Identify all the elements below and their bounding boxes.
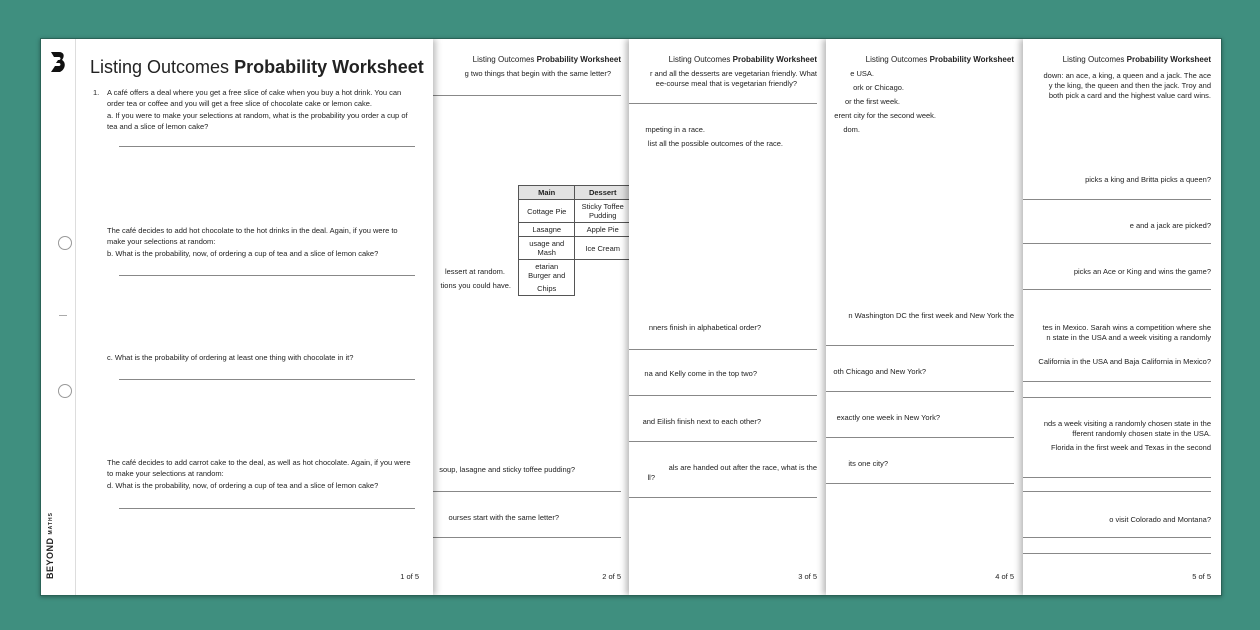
question-text: picks an Ace or King and wins the game?	[1073, 267, 1211, 276]
text-line: e USA.	[850, 69, 874, 78]
table-row	[519, 237, 631, 260]
text-line: ork or Chicago.	[853, 83, 904, 92]
page-number: 4 of 5	[995, 572, 1014, 581]
text-line: fferent randomly chosen state in the USA.	[1072, 429, 1211, 438]
text-line: n state in the USA and a week visiting a randomly	[1046, 333, 1211, 342]
text-line: y the king, the queen and then the jack. Troy and	[1048, 81, 1211, 90]
table-cell: usage and Mash	[519, 237, 575, 260]
table-cell: Sticky Toffee Pudding	[575, 200, 631, 223]
question-text: o visit Colorado and Montana?	[1109, 515, 1211, 524]
table-cell	[575, 260, 631, 283]
question-intro: The café decides to add hot chocolate to the hot drinks in the deal. Again, if you were to make your selections at random:	[107, 226, 398, 246]
question-text: g two things that begin with the same letter?	[464, 69, 611, 78]
text-line: ee-course meal that is vegetarian friendly?	[655, 79, 797, 88]
question-text: picks a king and Britta picks a queen?	[1085, 175, 1211, 184]
table-row	[519, 200, 631, 223]
answer-line	[433, 537, 621, 538]
question-c: c. What is the probability of ordering at least one thing with chocolate in it?	[107, 353, 354, 362]
answer-line	[629, 497, 817, 498]
text-line: erent city for the second week.	[834, 111, 936, 120]
table-header: Main	[519, 186, 575, 200]
question-d: d. What is the probability, now, of ordering a cup of tea and a slice of lemon cake?	[107, 481, 379, 490]
question-text: na and Kelly come in the top two?	[644, 369, 757, 378]
question-text: e and a jack are picked?	[1129, 221, 1211, 230]
text-line: tes in Mexico. Sarah wins a competition where she	[1042, 323, 1211, 332]
table-cell	[575, 282, 631, 296]
brand-label: BEYONDMATHS	[45, 512, 55, 579]
table-cell: Cottage Pie	[519, 200, 575, 223]
beyond-logo-icon	[49, 51, 67, 73]
question-intro: The café decides to add carrot cake to the deal, as well as hot chocolate. Again, if you were to make your selections at random:	[107, 458, 411, 478]
text-line: r and all the desserts are vegetarian friendly. What	[649, 69, 817, 78]
answer-line	[826, 391, 1014, 392]
page-header: Listing Outcomes Probability Worksheet	[668, 55, 817, 64]
text-line: or the first week.	[844, 97, 900, 106]
answer-line	[1023, 397, 1211, 398]
question-text: Florida in the first week and Texas in the second	[1051, 443, 1211, 452]
answer-line	[119, 379, 415, 380]
text-line: mpeting in a race.	[645, 125, 705, 134]
page-header: Listing Outcomes Probability Worksheet	[865, 55, 1014, 64]
page-header: Listing Outcomes Probability Worksheet	[472, 55, 621, 64]
page-number: 3 of 5	[798, 572, 817, 581]
answer-line	[1023, 553, 1211, 554]
menu-table	[518, 185, 631, 296]
text-line: nds a week visiting a randomly chosen state in the	[1043, 419, 1211, 428]
page-number: 2 of 5	[602, 572, 621, 581]
answer-line	[433, 491, 621, 492]
page-4	[826, 39, 1024, 595]
answer-line	[826, 345, 1014, 346]
table-row	[519, 282, 631, 296]
question-text: and Eilish finish next to each other?	[642, 417, 761, 426]
answer-line	[1023, 199, 1211, 200]
answer-line	[119, 275, 415, 276]
page-header: Listing Outcomes Probability Worksheet	[1062, 55, 1211, 64]
text-line: dom.	[843, 125, 860, 134]
answer-line	[826, 437, 1014, 438]
question-text: als are handed out after the race, what is the	[668, 463, 817, 472]
question-text: oth Chicago and New York?	[833, 367, 926, 376]
text-line: list all the possible outcomes of the race.	[647, 139, 783, 148]
question-number: 1.	[93, 88, 100, 97]
table-row	[519, 223, 631, 237]
page-title: Listing Outcomes Probability Worksheet	[90, 57, 424, 77]
text-line: tions you could have.	[440, 281, 511, 290]
table-cell: etarian Burger and	[519, 260, 575, 283]
question-text: nners finish in alphabetical order?	[648, 323, 761, 332]
question-text: ll?	[647, 473, 655, 482]
question-text: its one city?	[848, 459, 888, 468]
question-text: soup, lasagne and sticky toffee pudding?	[439, 465, 575, 474]
answer-line	[1023, 243, 1211, 244]
question-text: exactly one week in New York?	[836, 413, 940, 422]
answer-line	[629, 441, 817, 442]
table-cell: Chips	[519, 282, 575, 296]
question-text: n Washington DC the first week and New York the	[848, 311, 1014, 320]
table-cell: Apple Pie	[575, 223, 631, 237]
text-line: down: an ace, a king, a queen and a jack. The ace	[1043, 71, 1211, 80]
answer-line	[1023, 537, 1211, 538]
answer-line	[629, 395, 817, 396]
answer-line	[119, 508, 415, 509]
worksheet-preview	[40, 38, 1222, 596]
answer-line	[1023, 289, 1211, 290]
answer-line	[629, 349, 817, 350]
question-text: California in the USA and Baja California in Mexico?	[1038, 357, 1211, 366]
sidebar	[41, 39, 76, 595]
punch-hole	[58, 236, 72, 250]
table-header: Dessert	[575, 186, 631, 200]
punch-hole	[58, 384, 72, 398]
answer-line	[1023, 381, 1211, 382]
answer-line	[629, 103, 817, 104]
answer-line	[1023, 477, 1211, 478]
table-row	[519, 260, 631, 283]
table-cell: Ice Cream	[575, 237, 631, 260]
text-line: both pick a card and the highest value card wins.	[1048, 91, 1211, 100]
page-2	[433, 39, 631, 595]
question-a: a. If you were to make your selections at random, what is the probability you order a cup of tea and a slice of lemon cake?	[107, 111, 408, 131]
fold-mark	[59, 315, 67, 316]
answer-line	[433, 95, 621, 96]
text-line: lessert at random.	[444, 267, 505, 276]
question-text: ourses start with the same letter?	[448, 513, 559, 522]
page-1	[41, 39, 433, 595]
page-3	[629, 39, 827, 595]
table-cell: Lasagne	[519, 223, 575, 237]
page-number: 5 of 5	[1192, 572, 1211, 581]
page-number: 1 of 5	[400, 572, 419, 581]
question-b: b. What is the probability, now, of ordering a cup of tea and a slice of lemon cake?	[107, 249, 379, 258]
answer-line	[826, 483, 1014, 484]
question-text: A café offers a deal where you get a free slice of cake when you buy a hot drink. You can order tea or coffee and you will get a free slice of chocolate cake or lemon cake.	[107, 88, 402, 108]
page-5	[1023, 39, 1221, 595]
answer-line	[119, 146, 415, 147]
answer-line	[1023, 491, 1211, 492]
